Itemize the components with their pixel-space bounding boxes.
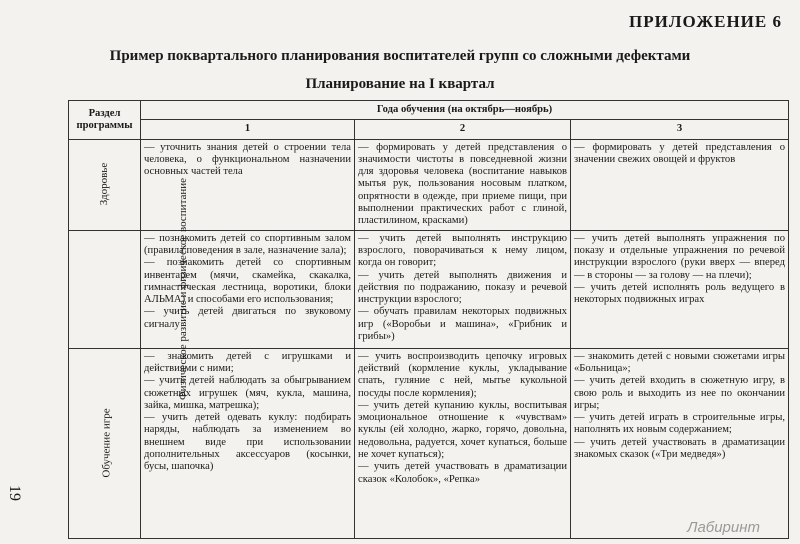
labirint-logo: Лабиринт [687, 519, 760, 536]
plan-item: — обучать правилам некоторых подвижных игр («Воробьи и машина», «Грибник и грибы») [358, 306, 567, 343]
plan-item: — знакомить детей с новыми сюжетами игры «Больница»; [574, 350, 786, 374]
year-1-header: 1 [141, 120, 355, 139]
year-2-header: 2 [355, 120, 571, 139]
section-label: Физическое развитие и физическое воспитание [177, 177, 190, 400]
table-row [69, 230, 789, 348]
plan-item: — формировать у детей представления о значении свежих овощей и фруктов [574, 141, 786, 165]
plan-item: — учить детей участвовать в драматизации сказок «Колобок», «Репка» [358, 461, 567, 485]
plan-item: — познакомить детей со спортивным залом (правила поведения в зале, назначение зала); [144, 232, 351, 256]
plan-cell-year-2 [355, 230, 571, 348]
plan-item: — учить детей играть в строительные игры, наполнять их новым содержанием; [574, 412, 786, 436]
year-column-header: Года обучения (на октябрь—ноябрь) [141, 101, 789, 120]
plan-item: — учить детей одевать куклу: подбирать наряды, наблюдать за изменением во внешнем виде при использовании дополнительных аксессуаров (косынки, бусы, шапочка) [144, 412, 351, 473]
table-year-row [69, 120, 789, 139]
plan-item: — познакомить детей со спортивным инвентарем (мячи, скамейка, скакалка, гимнастическая лестница, воротики, блоки АЛЬМА) и способами его использования; [144, 257, 351, 306]
plan-item: — учить детей выполнять движения и действия по подражанию, показу и речевой инструкции взрослого; [358, 269, 567, 306]
plan-cell-year-3 [571, 230, 789, 348]
plan-cell-year-1 [141, 230, 355, 348]
plan-item: — учить детей выполнять упражнения по показу и отдельные упражнения по речевой инструкции взрослого (руки вверх — вперед — в стороны — за голову — на плечи); [574, 232, 786, 281]
plan-item: — учить детей выполнять инструкцию взрослого, поворачиваться к нему лицом, когда он говорит; [358, 232, 567, 269]
plan-item: — учить детей входить в сюжетную игру, в свою роль и выходить из нее по окончании игры; [574, 375, 786, 411]
plan-item: — учить детей участвовать в драматизации знакомых сказок («Три медведя») [574, 436, 786, 461]
plan-item: — учить детей наблюдать за обыгрыванием сюжетных игрушек (мяч, кукла, машина, зайка, мишка, матрешка); [144, 375, 351, 411]
plan-item: — уточнить знания детей о строении тела человека, о функциональном назначении основных частей тела [144, 141, 351, 178]
plan-item: — учить детей исполнять роль ведущего в некоторых подвижных играх [574, 281, 786, 306]
plan-item: — формировать у детей представления о значимости чистоты в повседневной жизни для здоровья человека (воспитание навыков мытья рук, пользования носовым платком, опрятности в одежде, при приеме пищи, при выполнении практических работ с глиной, пластилином, красками) [358, 141, 567, 227]
plan-cell-year-2 [355, 348, 571, 538]
section-label: Здоровье [98, 162, 111, 206]
plan-item: — учить детей двигаться по звуковому сигналу [144, 306, 351, 330]
section-label: Обучение игре [100, 407, 113, 478]
table-header-row [69, 101, 789, 120]
year-3-header: 3 [571, 120, 789, 139]
plan-cell-year-1 [141, 139, 355, 230]
document-subtitle: Планирование на I квартал [305, 76, 495, 92]
section-column-header: Раздел программы [69, 101, 141, 140]
appendix-label: ПРИЛОЖЕНИЕ 6 [629, 12, 782, 31]
planning-table [68, 100, 789, 539]
section-cell [69, 139, 141, 230]
plan-cell-year-2 [355, 139, 571, 230]
plan-item: — учить воспроизводить цепочку игровых действий (кормление куклы, укладывание спать, гуляние с ней, мытье кукольной посуды после кормления); [358, 350, 567, 399]
page-number: 19 [6, 485, 23, 501]
plan-cell-year-3 [571, 348, 789, 538]
plan-item: — учить детей купанию куклы, воспитывая эмоциональное отношение к «чувствам» куклы (ей холодно, жарко, горячо, довольна, недовольна, радуется, хочет купаться, больше не хочет купаться); [358, 399, 567, 461]
plan-cell-year-3 [571, 139, 789, 230]
document-title: Пример поквартального планирования воспитателей групп со сложными дефектами [109, 48, 691, 64]
plan-item: — знакомить детей с игрушками и действиями с ними; [144, 350, 351, 374]
plan-cell-year-1 [141, 348, 355, 538]
section-cell [69, 348, 141, 538]
